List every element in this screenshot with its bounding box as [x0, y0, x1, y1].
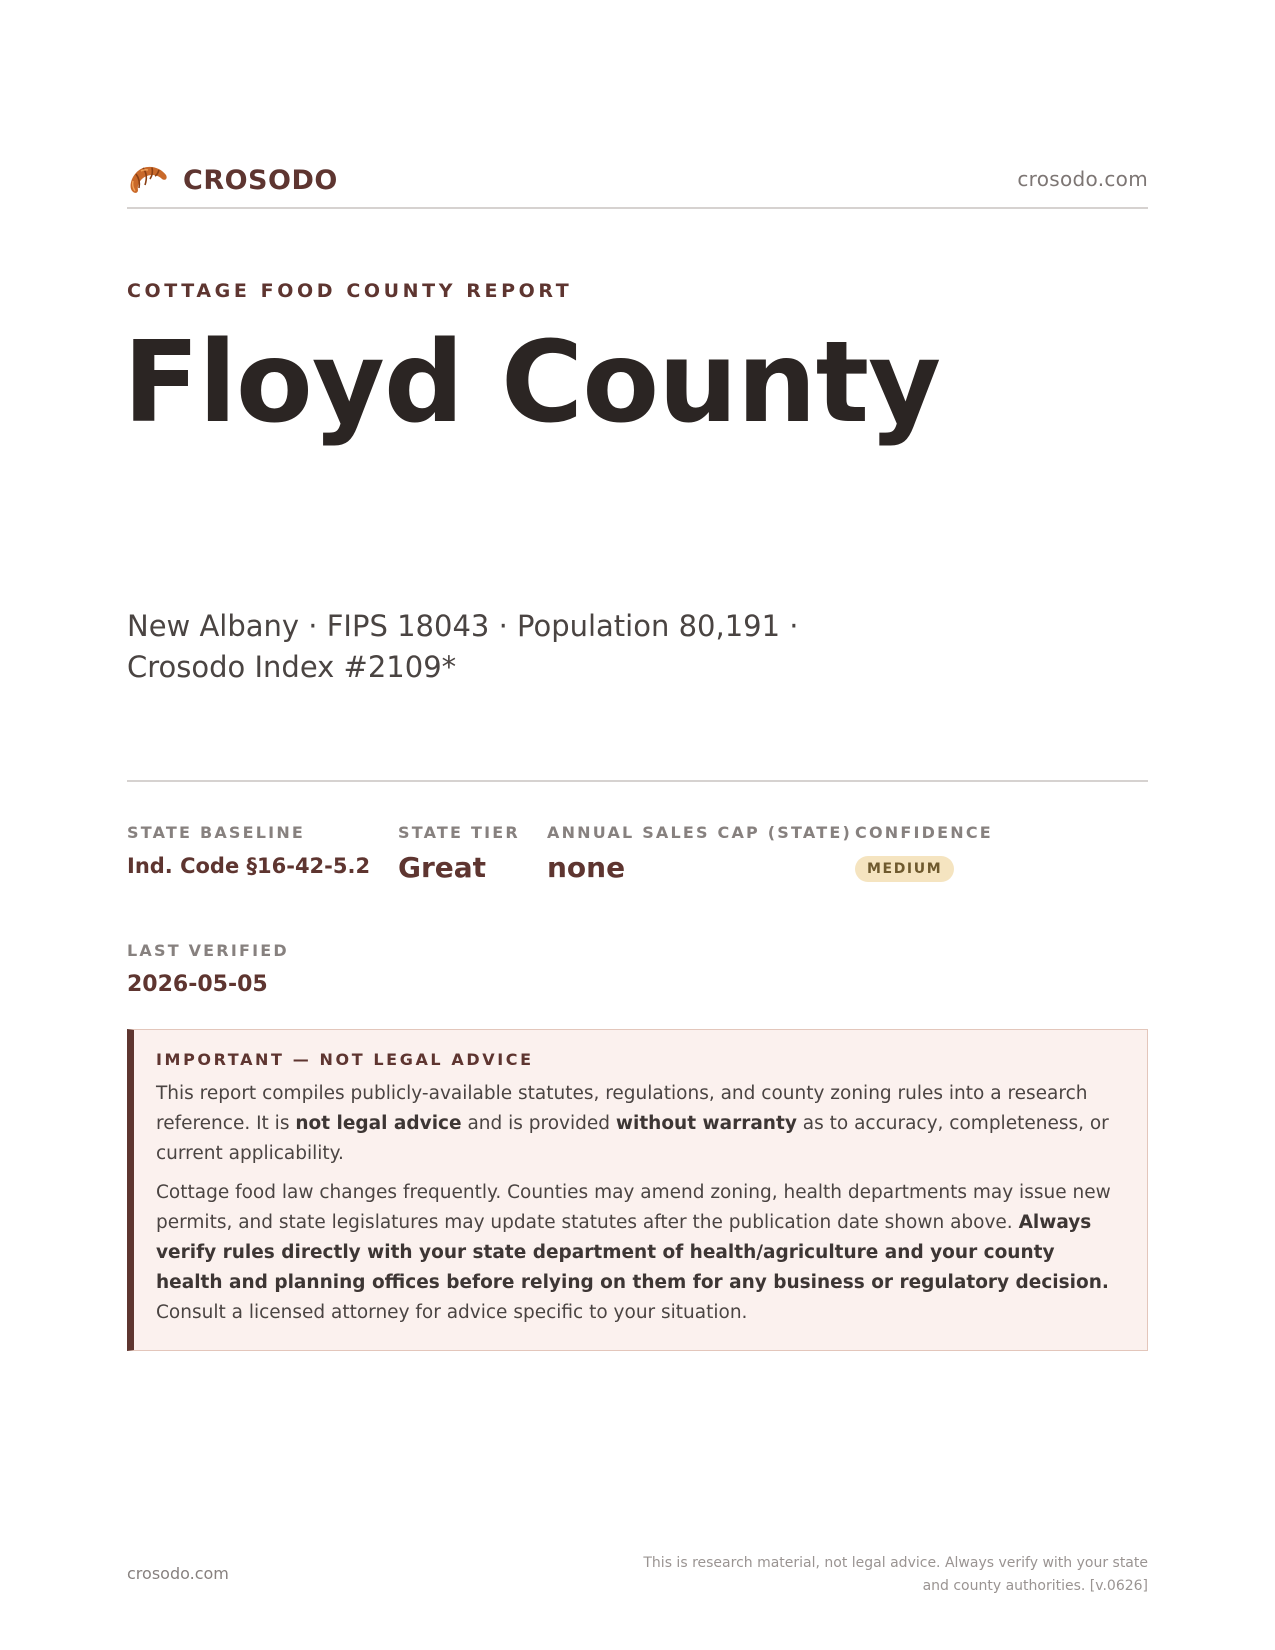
stat-label: ANNUAL SALES CAP (STATE)	[547, 823, 852, 842]
disclaimer-text: This report compiles publicly-available statutes, regulations, and county zoning rules into a research reference. It is	[156, 1083, 1088, 1134]
croissant-icon	[127, 159, 169, 201]
legal-disclaimer-box	[127, 1029, 1148, 1351]
stat-value: Great	[398, 851, 487, 884]
county-subtitle: New Albany · FIPS 18043 · Population 80,191 · Crosodo Index #2109*	[127, 609, 799, 684]
page-header	[127, 155, 1148, 209]
disclaimer-heading: IMPORTANT — NOT LEGAL ADVICE	[156, 1050, 534, 1069]
report-page	[123, 0, 1148, 1650]
disclaimer-emphasis: without warranty	[615, 1113, 797, 1134]
stat-label: LAST VERIFIED	[127, 941, 289, 960]
brand[interactable]	[127, 159, 338, 201]
disclaimer-emphasis: not legal advice	[295, 1113, 462, 1134]
stat-state-baseline	[127, 823, 370, 878]
disclaimer-paragraph	[156, 1178, 1121, 1328]
report-type-label: COTTAGE FOOD COUNTY REPORT	[127, 280, 573, 302]
confidence-badge: MEDIUM	[855, 856, 954, 882]
stat-confidence	[855, 823, 993, 882]
stat-label: CONFIDENCE	[855, 823, 993, 842]
disclaimer-text: as to accuracy, completeness, or current applicability.	[156, 1113, 1109, 1164]
footer-disclaimer	[628, 1552, 1148, 1598]
stat-label: STATE BASELINE	[127, 823, 306, 842]
header-url-link[interactable]: crosodo.com	[1017, 167, 1148, 191]
stat-value: 2026-05-05	[127, 972, 268, 997]
stat-value: Ind. Code §16-42-5.2	[127, 854, 371, 878]
footer-disclaimer-line: and county authorities. [v.0626]	[922, 1578, 1148, 1594]
section-divider	[127, 780, 1148, 782]
stat-value: none	[547, 851, 626, 884]
page-title: Floyd County	[123, 318, 941, 448]
stat-label: STATE TIER	[398, 823, 520, 842]
disclaimer-emphasis: Always verify rules directly with your state department of health/agriculture and your county health and planning offices before relying on them for any business or regulatory decision.	[156, 1212, 1109, 1293]
disclaimer-text: and is provided	[461, 1113, 616, 1134]
stat-state-tier	[398, 823, 520, 884]
footer-disclaimer-line: This is research material, not legal advice. Always verify with your state	[643, 1555, 1148, 1571]
stat-annual-sales-cap	[547, 823, 852, 884]
brand-name: CROSODO	[183, 164, 338, 196]
footer-url-link[interactable]: crosodo.com	[127, 1564, 229, 1583]
disclaimer-text: Cottage food law changes frequently. Counties may amend zoning, health departments may issue new permits, and state legislatures may update statutes after the publication date shown above.	[156, 1182, 1111, 1233]
disclaimer-paragraph	[156, 1079, 1121, 1169]
disclaimer-text: Consult a licensed attorney for advice specific to your situation.	[156, 1302, 748, 1323]
stat-last-verified	[127, 941, 289, 997]
